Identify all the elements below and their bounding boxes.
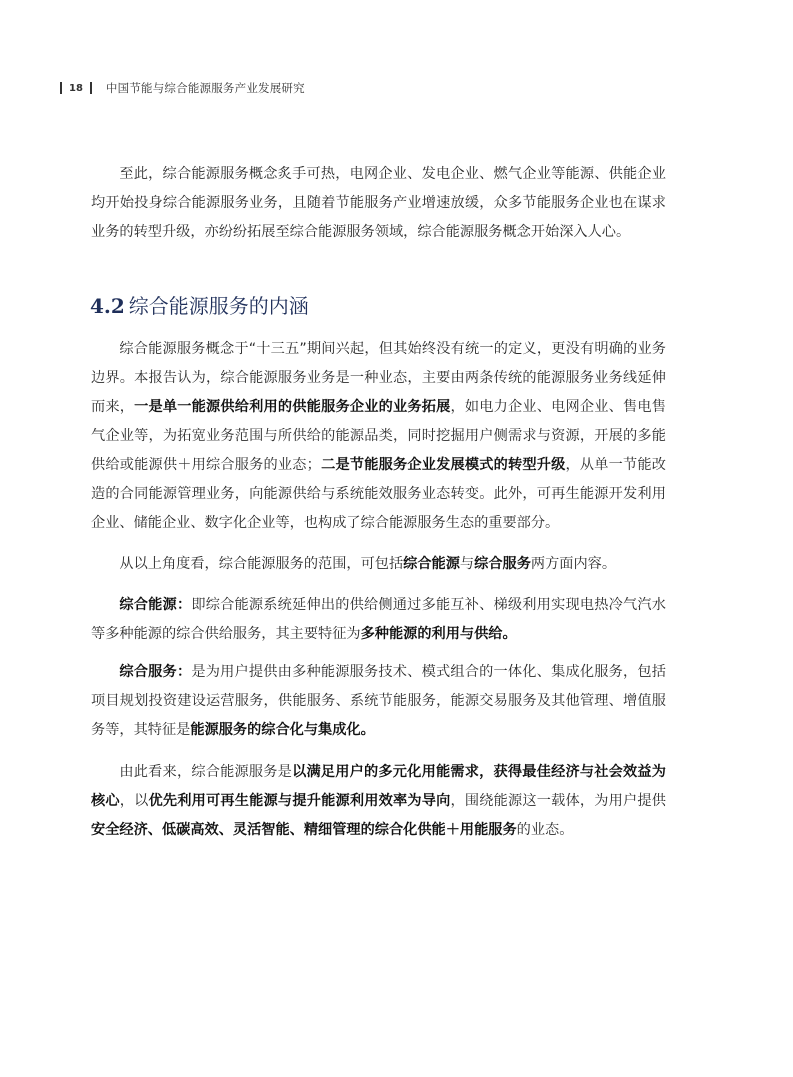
bold-phrase: 安全经济、低碳高效、灵活智能、精细管理的综合化供能＋用能服务 [91, 822, 517, 838]
bold-phrase: 以满足用户的多元化用能需求，获得最佳经济与社会效益为核心 [91, 764, 666, 809]
paragraph-integrated-service: 综合服务：是为用户提供由多种能源服务技术、模式组合的一体化、集成化服务，包括项目规划投资建设运营服务，供能服务、系统节能服务，能源交易服务及其他管理、增值服务等，其特征是能源服务的综合化与集成化。 [91, 664, 666, 738]
paragraph-integrated-energy: 综合能源：即综合能源系统延伸出的供给侧通过多能互补、梯级利用实现电热冷气汽水等多种能源的综合供给服务，其主要特征为多种能源的利用与供给。 [91, 597, 666, 642]
section-title: 综合能源服务的内涵 [128, 294, 309, 318]
page-header [60, 80, 305, 96]
intro-paragraph: 至此，综合能源服务概念炙手可热，电网企业、发电企业、燃气企业等能源、供能企业均开始投身综合能源服务业务，且随着节能服务产业增速放缓，众多节能服务企业也在谋求业务的转型升级，亦纷纷拓展至综合能源服务领域，综合能源服务概念开始深入人心。 [91, 166, 666, 240]
bold-phrase: 多种能源的利用与供给。 [360, 626, 517, 642]
header-divider-left [60, 82, 62, 94]
term-label: 综合能源： [119, 597, 192, 613]
section-number: 4.2 [90, 294, 125, 318]
bold-phrase: 优先利用可再生能源与提升能源利用效率为导向 [148, 793, 451, 809]
page-number: 18 [69, 82, 83, 94]
bold-phrase: 综合服务 [474, 556, 531, 572]
running-title: 中国节能与综合能源服务产业发展研究 [105, 81, 305, 95]
bold-phrase: 能源服务的综合化与集成化。 [190, 722, 375, 738]
header-divider-right [90, 82, 92, 94]
bold-phrase: 综合能源 [403, 556, 460, 572]
term-label: 综合服务： [119, 664, 192, 680]
paragraph-definition: 综合能源服务概念于“十三五”期间兴起，但其始终没有统一的定义，更没有明确的业务边界。本报告认为，综合能源服务业务是一种业态，主要由两条传统的能源服务业务线延伸而来，一是单一能源供给利用的供能服务企业的业务拓展，如电力企业、电网企业、售电售气企业等，为拓宽业务范围与所供给的能源品类，同时挖掘用户侧需求与资源，开展的多能供给或能源供＋用综合服务的业态；二是节能服务企业发展模式的转型升级，从单一节能改造的合同能源管理业务，向能源供给与系统能效服务业态转变。此外，可再生能源开发利用企业、储能企业、数字化企业等，也构成了综合能源服务生态的重要部分。 [91, 341, 666, 531]
paragraph-conclusion: 由此看来，综合能源服务是以满足用户的多元化用能需求，获得最佳经济与社会效益为核心，以优先利用可再生能源与提升能源利用效率为导向，围绕能源这一载体，为用户提供安全经济、低碳高效、灵活智能、精细管理的综合化供能＋用能服务的业态。 [91, 764, 666, 838]
section-heading [90, 290, 309, 319]
bold-phrase: 一是单一能源供给利用的供能服务企业的业务拓展 [134, 399, 451, 415]
bold-phrase: 二是节能服务企业发展模式的转型升级 [320, 457, 566, 473]
paragraph-scope: 从以上角度看，综合能源服务的范围，可包括综合能源与综合服务两方面内容。 [119, 556, 617, 572]
